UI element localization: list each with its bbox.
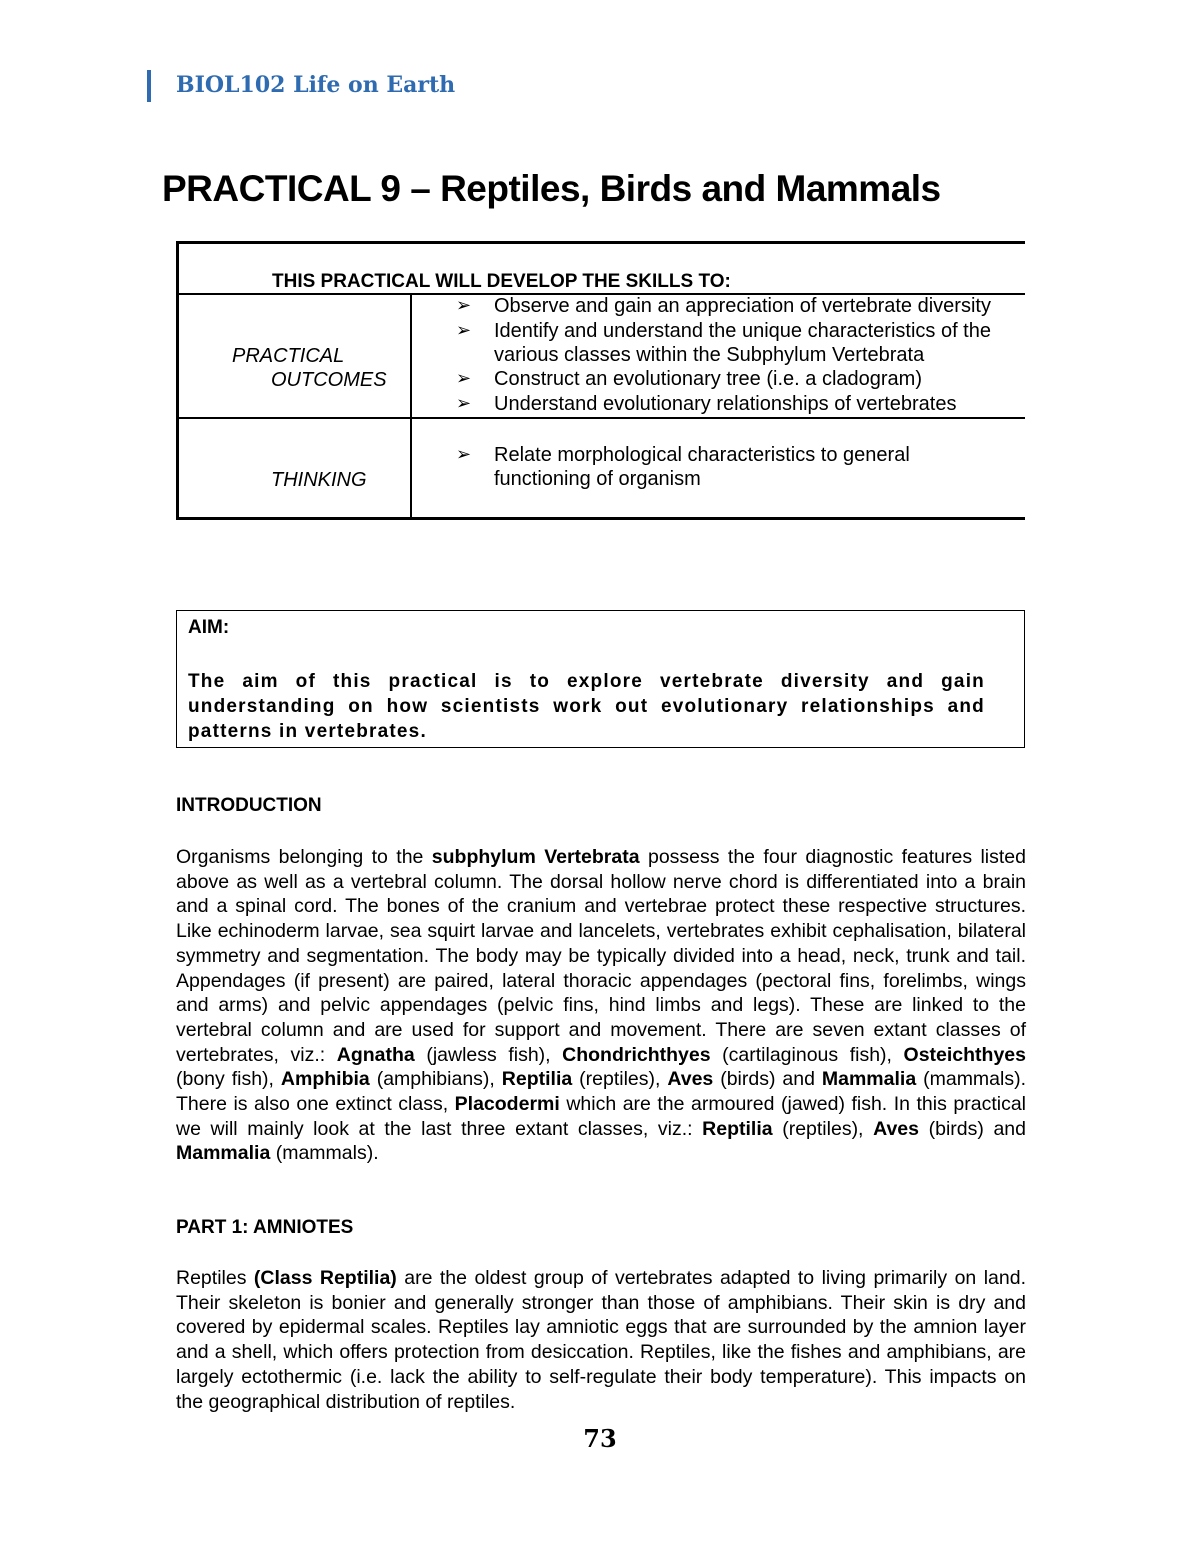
course-header: BIOL102 Life on Earth	[176, 72, 456, 98]
introduction-paragraph: Organisms belonging to the subphylum Vertebrata possess the four diagnostic features listed above as well as a vertebral column. The dorsal hollow nerve chord is differentiated into a brain and a spinal cord. The bones of the cranium and vertebrae protect these respective structures. Like echinoderm larvae, sea squirt larvae and lancelets, vertebrates exhibit cephalisation, bilateral symmetry and segmentation. The body may be typically divided into a head, neck, trunk and tail. Appendages (if present) are paired, lateral thoracic appendages (pectoral fins, forelimbs, wings and arms) and pelvic appendages (pelvic fins, hind limbs and legs). These are linked to the vertebral column and are used for support and movement. There are seven extant classes of vertebrates, viz.: Agnatha (jawless fish), Chondrichthyes (cartilaginous fish), Osteichthyes (bony fish), Amphibia (amphibians), Reptilia (reptiles), Aves (birds) and Mammalia (mammals). There is also one extinct class, Placodermi which are the armoured (jawed) fish. In this practical we will mainly look at the last three extant classes, viz.: Reptilia (reptiles), Aves (birds) and Mammalia (mammals).	[176, 846, 1027, 1165]
bullet-arrow-icon: ➢	[456, 393, 472, 413]
bullet-arrow-icon: ➢	[456, 368, 472, 388]
introduction-heading: INTRODUCTION	[176, 795, 322, 816]
outcomes-label-line2: OUTCOMES	[271, 369, 387, 391]
table-border-bottom	[176, 517, 1025, 520]
table-border-top	[176, 241, 1025, 244]
part1-heading: PART 1: AMNIOTES	[176, 1217, 354, 1238]
page-number: 73	[583, 1424, 617, 1453]
skills-table	[176, 241, 1025, 519]
aim-label: AIM:	[188, 617, 230, 638]
aim-text: The aim of this practical is to explore vertebrate diversity and gain understanding on how scientists work out evolutionary relationships and patterns in vertebrates.	[188, 671, 985, 742]
aim-box	[176, 610, 1025, 748]
bullet-arrow-icon: ➢	[456, 444, 472, 464]
thinking-label: THINKING	[271, 469, 367, 491]
bullet-arrow-icon: ➢	[456, 320, 472, 340]
outcomes-cell: ➢ Observe and gain an appreciation of vertebrate diversity ➢ Identify and understand the unique characteristics of the various classes within the Subphylum Vertebrata ➢ Construct an evolutionary tree (i.e. a cladogram) ➢ Understand evolutionary relationships of vertebrates ➢ Relate morphological characteristics to general functioning of organism	[456, 295, 991, 490]
table-border-left	[176, 241, 179, 520]
part1-paragraph: Reptiles (Class Reptilia) are the oldest group of vertebrates adapted to living primarily on land. Their skeleton is bonier and generally stronger than those of amphibians. Their skin is dry and covered by epidermal scales. Reptiles lay amniotic eggs that are surrounded by the amnion layer and a shell, which offers protection from desiccation. Reptiles, like the fishes and amphibians, are largely ectothermic (i.e. lack the ability to self-regulate their body temperature). This impacts on the geographical distribution of reptiles.	[176, 1267, 1026, 1413]
header-accent-bar	[147, 70, 151, 102]
bullet-arrow-icon: ➢	[456, 295, 472, 315]
skills-heading: THIS PRACTICAL WILL DEVELOP THE SKILLS TO:	[272, 271, 731, 292]
page-title: PRACTICAL 9 – Reptiles, Birds and Mammals	[162, 168, 941, 209]
outcomes-label-line1: PRACTICAL	[232, 345, 345, 367]
